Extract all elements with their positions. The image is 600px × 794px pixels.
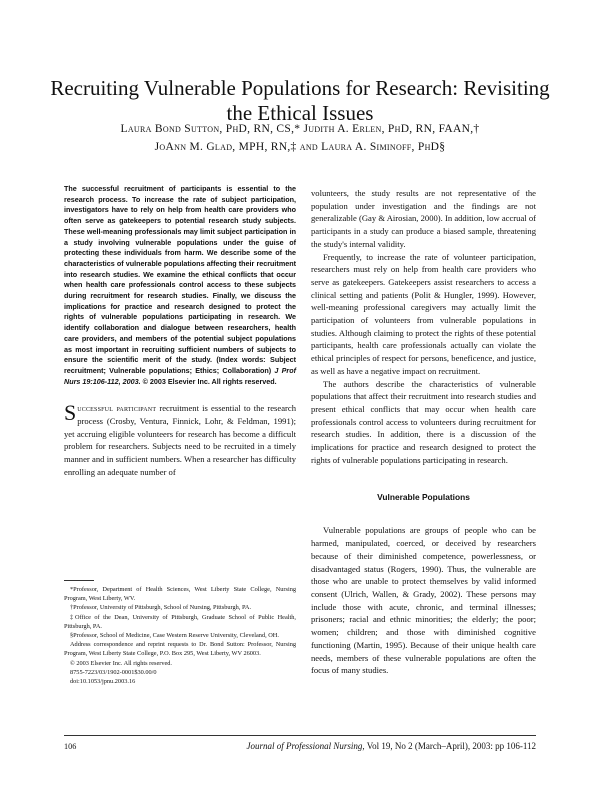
footer-divider bbox=[64, 735, 536, 736]
intro-small-caps: uccessful participant bbox=[77, 403, 157, 414]
body-paragraph: The authors describe the characteristics of vulnerable populations that affect their recruitment into research studies and present ethical conflicts that may occur when health care professionals control access to volunteers during recruitment for research studies. In addition, there is a discussion of the implications for practice and research designed to protect the rights of vulnerable populations participating in research. bbox=[311, 378, 536, 465]
body-paragraph: Frequently, to increase the rate of volunteer participation, researchers must rely on help from health care providers who serve as gatekeepers. Gatekeepers assist researchers to access a clinical setting and patients (Polit & Hungler, 1999). However, well-meaning professional caregivers may actually limit the participation of volunteers from vulnerable populations in studies. Although claiming to protect the rights of these potential participants, health care professionals actually can violate the ethical principles of respect for persons, beneficence, and justice, as well as have a negative impact on recruitment. bbox=[311, 251, 536, 376]
footnotes bbox=[64, 585, 296, 686]
footnote: Address correspondence and reprint requests to Dr. Bond Sutton: Professor, Nursing Program, West Liberty State College, P.O. Box 295, West Liberty, WV 26003. bbox=[64, 641, 296, 658]
abstract-text: The successful recruitment of participants is essential to the research process. To increase the rate of subject participation, investigators have to rely on help from health care providers who often serve as gatekeepers to potential research study subjects. These well-meaning professionals may limit subject participation in a study involving vulnerable populations under the guise of protecting these individuals from harm. We describe some of the characteristics of vulnerable populations affecting their recruitment into research studies. We examine the ethical conflicts that occur when health care professionals control access to these subjects during recruitment for research studies. Finally, we discuss the implications for practice and research designed to protect the rights of vulnerable populations participating in research. We identify collaboration and dialogue between researchers, health care providers, and members of the potential subject populations as most important in recruiting sufficient numbers of subjects to ensure the scientific merit of the study. (Index words: Subject recruitment; Vulnerable populations; Ethics; Collaboration) bbox=[64, 184, 296, 375]
footnote: *Professor, Department of Health Sciences, West Liberty State College, Nursing Program, West Liberty, WV. bbox=[64, 586, 296, 603]
footnote: 8755-7223/03/1902-0001$30.00/0 bbox=[70, 668, 157, 676]
intro-paragraph bbox=[64, 402, 296, 478]
intro-text: recruitment is essential to the research process (Crosby, Ventura, Finnick, Lohr, & Feldman, 1991); yet accruing eligible volunteers for research has become a difficult problem for researchers. Subjects need to be recruited in a timely manner and in sufficient numbers. When a researcher has difficulty enrolling an adequate number of bbox=[64, 403, 296, 477]
drop-cap: S bbox=[64, 400, 77, 426]
left-column bbox=[64, 184, 296, 479]
abstract bbox=[64, 184, 296, 387]
journal-name: Journal of Professional Nursing, bbox=[246, 741, 365, 751]
author-list bbox=[40, 120, 560, 156]
section-heading: Vulnerable Populations bbox=[377, 492, 470, 503]
running-footer bbox=[246, 741, 536, 751]
authors-line-2: JoAnn M. Glad, MPH, RN,‡ and Laura A. Siminoff, PhD§ bbox=[154, 141, 446, 153]
page-number: 106 bbox=[64, 742, 77, 751]
body-paragraph: volunteers, the study results are not representative of the population under investigation and the findings are not generalizable (Gay & Airosian, 2000). In addition, low accrual of participants in a study can produce a biased sample, threatening the study's internal validity. bbox=[311, 188, 536, 249]
article-title: Recruiting Vulnerable Populations for Research: Revisiting the Ethical Issues bbox=[50, 76, 550, 126]
footnote: §Professor, School of Medicine, Case Western Reserve University, Cleveland, OH. bbox=[70, 632, 279, 640]
footnote: © 2003 Elsevier Inc. All rights reserved. bbox=[70, 659, 173, 667]
abstract-copyright: © 2003 Elsevier Inc. All rights reserved. bbox=[142, 376, 277, 386]
footnote: doi:10.1053/jpnu.2003.16 bbox=[70, 678, 136, 686]
body-paragraph: Vulnerable populations are groups of people who can be harmed, manipulated, coerced, or deceived by researchers because of their diminished competence, powerlessness, or disadvantaged status (Rogers, 1990). Thus, the vulnerable are those who are unable to protect themselves by valid informed consent (Ulrich, Wallen, & Grady, 2002). These persons may include those with acute, chronic, and terminal illnesses; prisoners; racial and ethnic minorities; the elderly; the poor; women; children; and those with diminished cognitive functioning (Martin, 1995). Because of their unique health care needs, members of these vulnerable populations are often the focus of many studies. bbox=[311, 525, 536, 676]
authors-line-1: Laura Bond Sutton, PhD, RN, CS,* Judith A. Erlen, PhD, RN, FAAN,† bbox=[120, 123, 480, 135]
journal-citation: Vol 19, No 2 (March–April), 2003: pp 106-112 bbox=[364, 741, 536, 751]
footnote: ‡Office of the Dean, University of Pittsburgh, Graduate School of Public Health, Pittsburgh, PA. bbox=[64, 613, 296, 630]
abstract-journal-ref: J Prof Nurs 19:106-112, 2003. bbox=[64, 365, 296, 386]
right-column bbox=[311, 187, 536, 677]
footnote: †Professor, University of Pittsburgh, School of Nursing, Pittsburgh, PA. bbox=[70, 604, 252, 612]
footnote-divider bbox=[64, 580, 94, 581]
